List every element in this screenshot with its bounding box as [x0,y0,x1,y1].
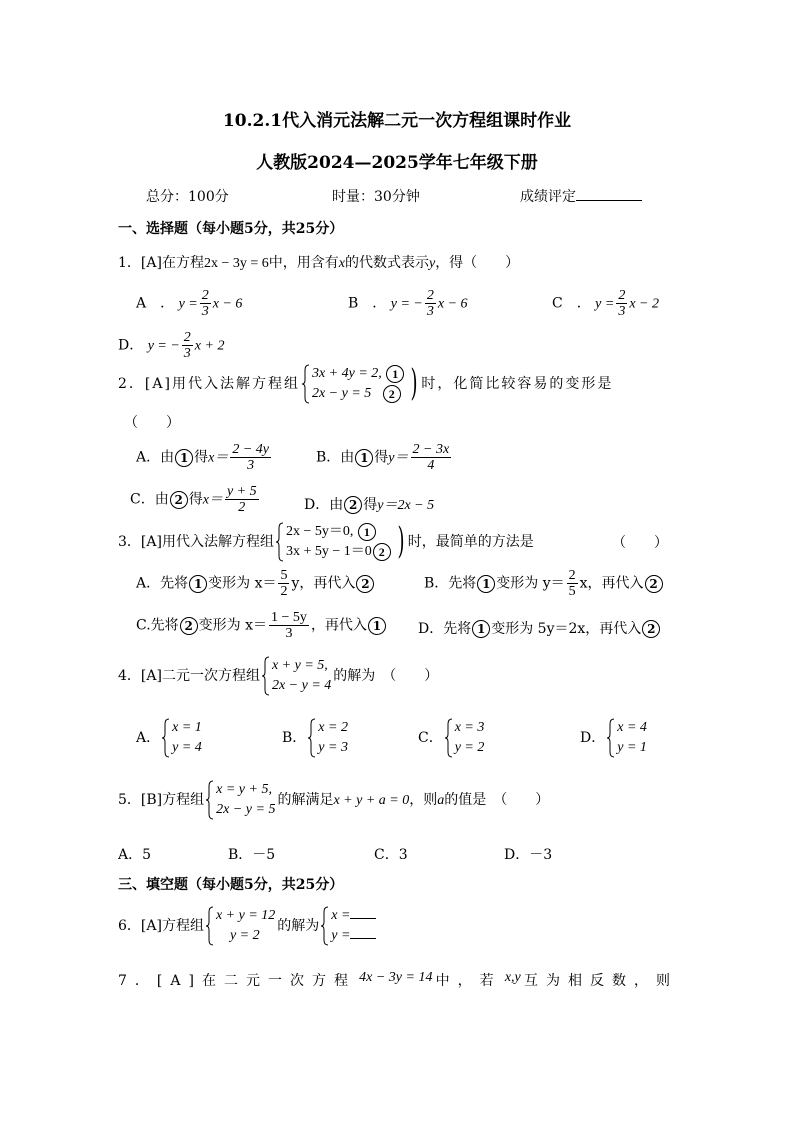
frac-den: 3 [618,304,626,319]
q1-option-c [552,288,659,319]
q7-stem [118,970,678,990]
q1-var-x: x [338,256,345,271]
q2-option-a-mid: 得 [194,449,209,466]
q3-option-c-mid: 变形为 x＝ [198,617,268,634]
q4-eq1: x + y = 5, [271,658,328,673]
q1-option-c-label: C ． [552,295,591,312]
circled-1-icon: 1 [189,575,207,593]
q3-eq2-text: 3x + 5y − 1＝0 [285,544,372,559]
q3-system [276,522,392,562]
q5-mid: 的解满足 [277,792,334,808]
time-limit: 时量：30分钟 [332,189,420,205]
q6-mid: 的解为 [277,918,320,934]
q4-a-line2: y = 4 [172,740,202,755]
frac-den: 3 [285,626,293,641]
grade-label: 成绩评定 [520,189,576,205]
brace-icon [162,718,170,758]
q6-answer-y-label: y = [331,928,351,943]
brace-icon [607,718,615,758]
q3-pre: 3．[A]用代入法解方程组 [118,534,274,550]
q6-pre: 6．[A]方程组 [118,918,204,934]
q2-option-d-value: y＝2x − 5 [377,498,435,513]
q1-option-b-rhs: x − 6 [437,296,468,312]
q6-answer-y-blank[interactable] [350,926,376,939]
q7-mid: 中，若 [435,973,502,989]
q2-option-a-var: x＝ [208,450,229,466]
q2-option-b-label: B．由 [316,449,355,466]
circled-1-icon: 1 [355,449,373,467]
q3-option-c-post: ，再代入 [310,617,367,634]
q2-option-d-label: D．由 [304,497,344,513]
frac-num: 2 [568,568,576,583]
q1-option-c-fraction [616,288,627,319]
grade-blank [576,186,642,201]
brace-icon [262,656,270,696]
circled-2-icon: 2 [180,617,198,635]
circled-1-icon: 1 [175,449,193,467]
q4-option-a [136,718,204,758]
grade-field [520,186,642,206]
q3-post: 时，最简单的方法是 [407,534,534,550]
q3-option-a-label: A．先将 [136,575,189,592]
q4-option-d-label: D． [580,730,606,746]
q1-option-a-label: A ． [136,295,175,312]
q1-option-d-rhs: x + 2 [194,338,225,354]
brace-icon [445,718,453,758]
q6-answer-x-label: x = [331,908,351,923]
q2-post: 时，化简比较容易的变形是 [421,376,614,392]
frac-den: 2 [280,584,288,599]
q5-equation: x + y + a = 0 [333,793,410,808]
q4-d-line2: y = 1 [617,740,647,755]
q4-c-line2: y = 2 [454,740,485,755]
q5-stem [118,780,549,820]
q3-stem [118,522,534,562]
q3-option-a-mid: 变形为 x＝ [208,575,277,592]
q6-eq2: y = 2 [229,928,260,943]
q1-end: ，得（ ） [435,255,520,271]
frac-num: 1 − 5y [271,610,307,625]
frac-num: 2 − 4y [232,442,270,457]
section-choice-heading: 一、选择题（每小题5分，共25分） [118,221,344,237]
q2-paren: （ ） [124,415,180,431]
q6-system [206,906,275,946]
q2-option-c-label: C．由 [130,491,169,508]
q3-option-b-mid: 变形为 y＝ [496,575,565,592]
q2-option-b-fraction [411,442,452,473]
q4-a-line1: x = 1 [172,720,202,735]
total-score: 总分：100分 [146,189,229,205]
right-paren: ) [397,521,405,562]
q2-stem [118,364,613,404]
q1-option-c-lhs: y = [595,296,615,312]
q2-system [302,364,405,404]
frac-num: 2 [183,330,191,345]
q7-equation: 4x − 3y = 14 [359,970,433,985]
q4-option-b-system [308,718,348,758]
q1-option-d-lhs: y = − [147,338,180,354]
q3-eq2 [286,542,392,562]
q2-option-b-mid: 得 [374,449,389,466]
q7-vars: x,y [504,970,521,985]
q1-option-b [348,288,468,319]
q3-option-c-fraction [269,610,309,641]
title-sub: 人教版2024—2025学年七年级下册 [256,153,538,173]
q1-stem [118,252,519,272]
circled-2-icon: 2 [373,543,391,561]
title-main: 10.2.1代入消元法解二元一次方程组课时作业 [222,111,572,131]
q3-option-b-post: x，再代入 [579,575,644,592]
circled-2-icon: 2 [642,620,660,638]
q1-equation: 2x − 3y = 6 [203,256,269,271]
frac-num: 5 [280,568,288,583]
q4-stem [118,656,438,696]
q2-option-b [316,442,453,473]
q4-option-c-system [445,718,485,758]
q3-option-d [418,618,661,638]
q3-option-d-label: D．先将 [418,621,472,637]
q3-option-a-post: y，再代入 [291,575,356,592]
q3-option-b [424,568,664,599]
q6-eq1: x + y = 12 [215,908,276,923]
circled-2-icon: 2 [645,575,663,593]
q1-option-a-fraction [200,288,211,319]
q4-option-b-label: B． [282,730,307,746]
q5-option-a: A．5 [118,847,152,863]
circled-1-icon: 1 [477,575,495,593]
q1-option-d-label: D． [118,337,144,354]
q3-option-d-mid: 变形为 5y＝2x，再代入 [491,621,642,637]
q5-eq1: x = y + 5, [216,782,272,797]
frac-den: 3 [426,304,434,319]
q1-var-y: y [428,256,436,271]
q6-answer-system [321,906,376,946]
frac-num: 2 [201,288,209,303]
q4-d-line1: x = 4 [617,720,647,735]
q3-option-a [136,568,375,599]
q3-paren: （ ） [612,535,668,551]
q4-pre: 4．[A]二元一次方程组 [118,668,260,684]
q4-system [262,656,331,696]
circled-1-icon: 1 [368,617,386,635]
frac-den: 5 [568,584,576,599]
q3-option-b-fraction [567,568,578,599]
q5-option-d: D．－3 [504,847,553,863]
brace-icon [276,522,284,562]
circled-2-icon: 2 [344,496,362,514]
q2-option-b-var: y＝ [388,450,409,466]
q4-option-b [282,718,350,758]
q5-var-a: a [437,793,445,808]
q1-mid2: 的代数式表示 [344,255,429,271]
q6-stem [118,906,378,946]
circled-2-icon: 2 [170,491,188,509]
q1-option-b-lhs: y = − [390,296,423,312]
q6-answer-x-blank[interactable] [350,906,376,919]
q5-option-c: C．3 [374,847,408,863]
q7-post: 互为相反数，则 [523,973,678,989]
frac-num: 2 − 3x [412,442,450,457]
frac-den: 3 [201,304,209,319]
q2-option-c [130,484,261,515]
circled-1-icon: 1 [358,523,376,541]
q1-option-a [136,288,242,319]
q5-pre: 5．[B]方程组 [118,792,205,808]
brace-icon [206,780,214,820]
brace-icon [321,906,329,946]
section-fill-heading: 三、填空题（每小题5分，共25分） [118,877,344,893]
q2-option-c-var: x＝ [202,492,223,508]
brace-icon [206,906,214,946]
q2-eq1-text: 3x + 4y = 2, [311,366,382,381]
q3-eq1-text: 2x − 5y＝0, [285,524,354,539]
q5-eq2: 2x − y = 5 [216,802,276,817]
q2-option-d-mid: 得 [363,497,378,513]
q3-option-c [136,610,387,641]
q2-option-a-label: A．由 [136,449,175,466]
q2-option-a-fraction [230,442,271,473]
circled-2-icon: 2 [356,575,374,593]
q4-eq2: 2x − y = 4 [271,678,332,693]
q5-option-b: B．－5 [228,847,276,863]
q2-option-d [304,494,434,514]
q4-option-d [580,718,649,758]
q6-answer-y [331,926,376,946]
q1-option-b-label: B ． [348,295,387,312]
q1-option-d [118,330,224,361]
q4-option-c [418,718,486,758]
frac-den: 3 [183,346,191,361]
q1-option-b-fraction [425,288,436,319]
right-paren: ) [410,363,418,404]
q3-option-a-fraction [278,568,289,599]
q1-pre: 1．[A]在方程 [118,255,204,271]
frac-num: 2 [618,288,626,303]
q2-eq2 [312,384,405,404]
q4-b-line2: y = 3 [318,740,348,755]
q3-option-b-label: B．先将 [424,575,477,592]
q2-pre: 2．[A]用代入法解方程组 [118,376,300,392]
q4-option-a-label: A． [136,730,161,746]
q6-answer-x [331,906,376,926]
q2-option-c-fraction [225,484,259,515]
q4-option-c-label: C． [418,730,443,746]
q3-option-c-label: C.先将 [136,617,179,634]
frac-den: 3 [247,458,255,473]
q4-option-a-system [162,718,202,758]
q7-pre: 7．[A]在二元一次方程 [118,973,356,989]
q5-post: 的值是 （ ） [444,792,550,808]
brace-icon [302,364,310,404]
q2-option-a [136,442,273,473]
q4-c-line1: x = 3 [454,720,485,735]
q4-b-line1: x = 2 [318,720,348,735]
frac-num: y + 5 [226,484,257,499]
frac-den: 2 [238,500,246,515]
q1-option-a-lhs: y = [178,296,198,312]
circled-1-icon: 1 [386,365,404,383]
q2-option-c-mid: 得 [188,491,203,508]
frac-num: 2 [426,288,434,303]
q1-option-a-rhs: x − 6 [212,296,243,312]
q4-option-d-system [607,718,647,758]
q1-mid: 中，用含有 [268,255,339,271]
q4-post: 的解为 （ ） [333,668,439,684]
circled-2-icon: 2 [383,385,401,403]
q5-mid2: ，则 [409,792,438,808]
q1-option-d-fraction [182,330,193,361]
brace-icon [308,718,316,758]
q2-eq2-text: 2x − y = 5 [311,386,372,401]
q1-option-c-rhs: x − 2 [629,296,660,312]
q5-system [206,780,275,820]
circled-1-icon: 1 [472,620,490,638]
q2-eq1 [312,364,405,384]
frac-den: 4 [427,458,435,473]
q3-eq1 [286,522,392,542]
